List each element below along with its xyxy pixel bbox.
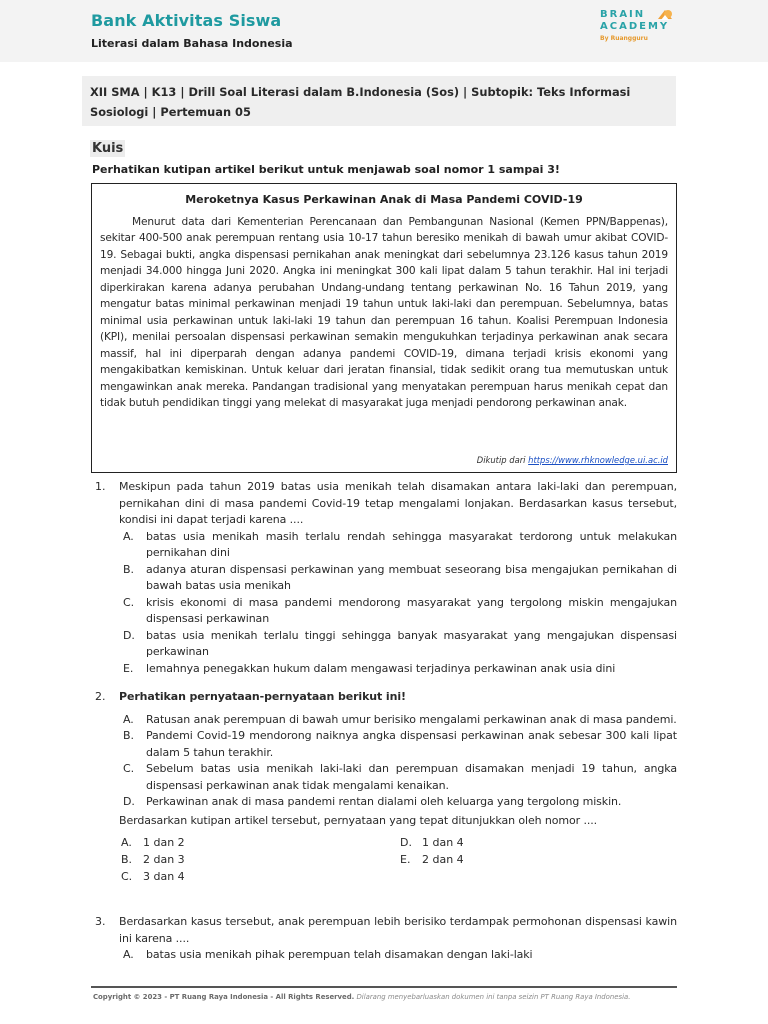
- source-prefix: Dikutip dari: [476, 455, 529, 465]
- brand-subtitle: Literasi dalam Bahasa Indonesia: [91, 37, 293, 50]
- question-prompt: Berdasarkan kutipan artikel tersebut, pernyataan yang tepat ditunjukkan oleh nomor ....: [119, 813, 598, 827]
- question-1: [95, 479, 677, 677]
- article-title: Meroketnya Kasus Perkawinan Anak di Masa Pandemi COVID-19: [185, 193, 583, 206]
- question-text: Perhatikan pernyataan-pernyataan berikut ini!: [119, 690, 406, 703]
- question-number: 1.: [95, 480, 106, 493]
- brand-title: Bank Aktivitas Siswa: [91, 11, 282, 30]
- section-title-kuis: Kuis: [92, 141, 124, 156]
- statement-2: B. Pandemi Covid-19 mendorong naiknya angka dispensasi perkawinan anak sebesar 300 kali lipat dalam 5 tahun terakhir.: [123, 729, 677, 759]
- statement-list: [119, 712, 677, 811]
- question-number: 2.: [95, 690, 106, 703]
- footer-notice: Dilarang menyebarluaskan dokumen ini tanpa seizin PT Ruang Raya Indonesia.: [356, 993, 631, 1001]
- option-e[interactable]: E. lemahnya penegakkan hukum dalam mengawasi terjadinya perkawinan anak usia dini: [123, 661, 616, 675]
- question-3: [95, 914, 677, 964]
- article-body: Menurut data dari Kementerian Perencanaan dan Pembangunan Nasional (Kemen PPN/Bappenas), sekitar 400-500 anak perempuan rentang usia 10-17 tahun beresiko menikah di bawah umur akibat COVID-19. Sebagai bukti, angka dispensasi pernikahan anak meningkat dari sebelumnya 23.126 kasus tahun 2019 menjadi 34.000 hingga Juni 2020. Angka ini meningkat 300 kali lipat dalam 5 tahun terakhir. Hal ini terjadi diperkirakan karena adanya perubahan Undang-undang tentang perkawinan No. 16 Tahun 2019, yang mengatur batas minimal perkawinan menjadi 19 tahun untuk laki-laki dan perempuan. Sebelumnya, batas minimal usia perkawinan untuk laki-laki 19 tahun dan perempuan 16 tahun. Koalisi Perempuan Indonesia (KPI), menilai persoalan dispensasi perkawinan semakin mengukuhkan terjadinya perkawinan anak secara massif, hal ini diperparah dengan adanya pandemi COVID-19, dimana terjadi krisis ekonomi yang mengakibatkan kemiskinan. Untuk keluar dari jeratan finansial, tidak sedikit orang tua memutuskan untuk mengawinkan anak mereka. Pandangan tradisional yang menyatakan perempuan harus menikah cepat dan tidak butuh pendidikan tinggi yang melekat di masyarakat juga menjadi pendorong perkawinan anak.: [100, 216, 668, 409]
- brain-academy-logo: [600, 9, 680, 51]
- logo-by: By Ruangguru: [600, 35, 648, 42]
- source-link[interactable]: https://www.rhknowledge.ui.ac.id: [528, 455, 668, 465]
- option-list: [119, 529, 677, 678]
- page-footer: [93, 993, 630, 1001]
- statement-4: D. Perkawinan anak di masa pandemi rentan dialami oleh keluarga yang tergolong miskin.: [123, 795, 622, 808]
- option-a[interactable]: A. 1 dan 2: [121, 836, 185, 849]
- statement-1: A. Ratusan anak perempuan di bawah umur berisiko mengalami perkawinan anak di masa pandemi.: [123, 712, 677, 726]
- question-number: 3.: [95, 915, 106, 928]
- statement-3: C. Sebelum batas usia menikah laki-laki dan perempuan disamakan menjadi 19 tahun, angka dispensasi perkawinan anak tidak mengalami kenaikan.: [123, 762, 677, 792]
- footer-divider: [91, 986, 677, 988]
- option-a[interactable]: A. batas usia menikah masih terlalu rendah sehingga masyarakat terdorong untuk melakukan pernikahan dini: [123, 529, 677, 559]
- topic-banner: XII SMA | K13 | Drill Soal Literasi dalam B.Indonesia (Sos) | Subtopik: Teks Informasi Sosiologi | Pertemuan 05: [82, 76, 676, 126]
- option-c[interactable]: C. 3 dan 4: [121, 870, 185, 883]
- brain-logo-icon: [656, 9, 674, 23]
- option-d[interactable]: D. batas usia menikah terlalu tinggi sehingga banyak masyarakat yang mengajukan dispensasi perkawinan: [123, 628, 677, 658]
- logo-line-2: ACADEMY: [600, 21, 670, 32]
- question-text: Berdasarkan kasus tersebut, anak perempuan lebih berisiko terdampak permohonan dispensasi kawin ini karena ....: [119, 915, 677, 945]
- question-2: [95, 689, 677, 887]
- option-grid: [119, 835, 677, 887]
- option-d[interactable]: D. 1 dan 4: [400, 836, 464, 849]
- option-a[interactable]: A. batas usia menikah pihak perempuan telah disamakan dengan laki-laki: [123, 948, 533, 961]
- option-b[interactable]: B. adanya aturan dispensasi perkawinan yang membuat seseorang bisa mengajukan pernikahan di bawah batas usia menikah: [123, 562, 677, 592]
- question-text: Meskipun pada tahun 2019 batas usia menikah telah disamakan antara laki-laki dan perempuan, pernikahan dini di masa pandemi Covid-19 tetap mengalami lonjakan. Berdasarkan kasus tersebut, kondisi ini dapat terjadi karena ....: [119, 480, 677, 526]
- option-e[interactable]: E. 2 dan 4: [400, 853, 464, 866]
- article-box: [91, 183, 677, 473]
- page-header: [0, 0, 768, 62]
- article-source: [477, 455, 668, 465]
- logo-line-1: BRAIN: [600, 9, 646, 20]
- footer-copyright: Copyright © 2023 - PT Ruang Raya Indonesia - All Rights Reserved.: [93, 993, 355, 1001]
- option-b[interactable]: B. 2 dan 3: [121, 853, 185, 866]
- instruction-text: Perhatikan kutipan artikel berikut untuk menjawab soal nomor 1 sampai 3!: [92, 163, 560, 176]
- option-list: [119, 947, 677, 964]
- option-c[interactable]: C. krisis ekonomi di masa pandemi mendorong masyarakat yang tergolong miskin mengajukan dispensasi perkawinan: [123, 595, 677, 625]
